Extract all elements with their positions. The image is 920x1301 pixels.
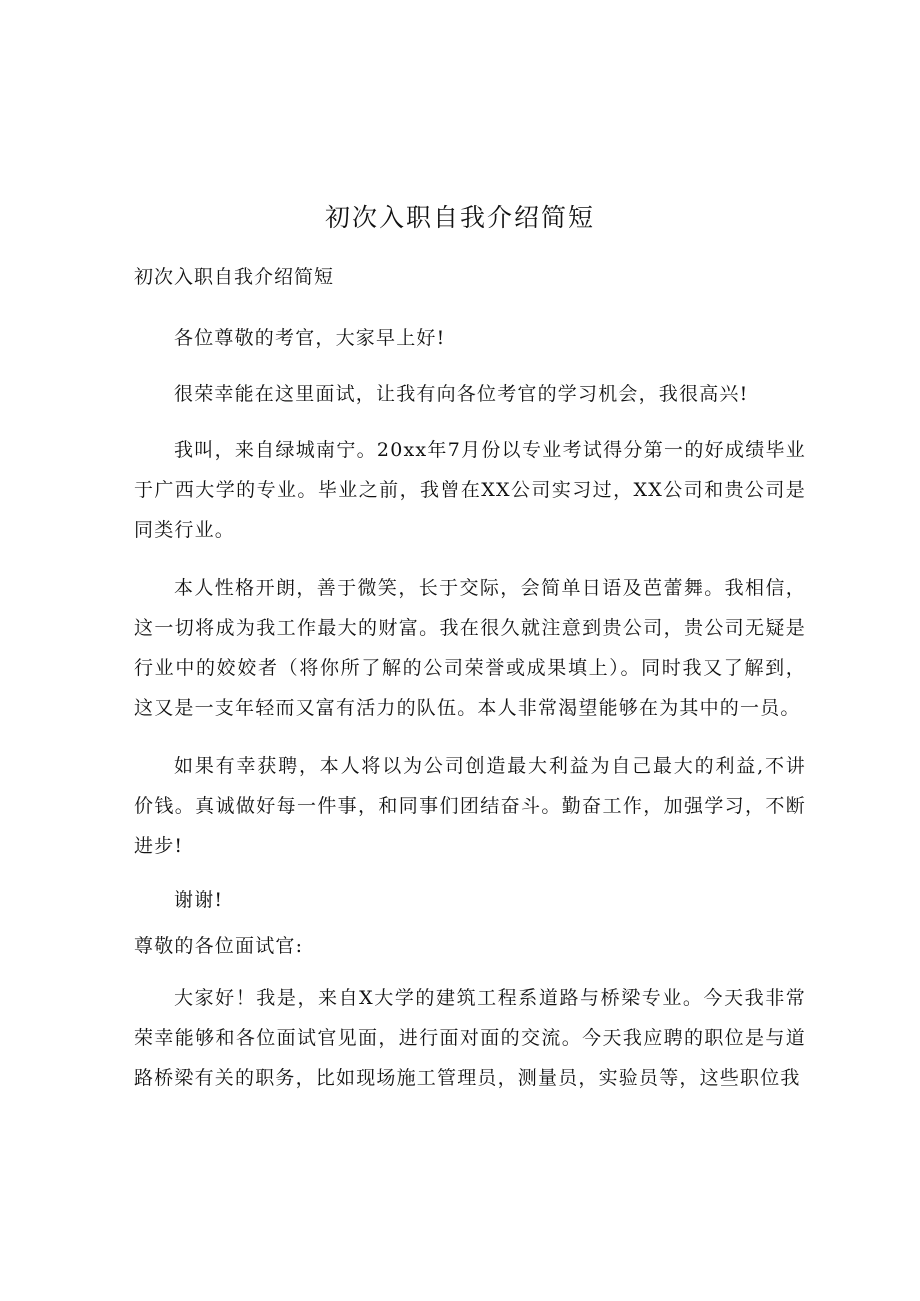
paragraph-character: 本人性格开朗，善于微笑，长于交际，会简单日语及芭蕾舞。我相信，这一切将成为我工作最大的财富。我在很久就注意到贵公司，贵公司无疑是行业中的姣姣者（将你所了解的公司荣誉或成果填上）。同时我又了解到，这又是一支年轻而又富有活力的队伍。本人非常渴望能够在为其中的一员。 <box>134 577 806 719</box>
document-body <box>134 318 806 1098</box>
paragraph-thanks: 谢谢! <box>174 889 224 911</box>
paragraph-hire: 如果有幸获聘，本人将以为公司创造最大利益为自己最大的利益,不讲价钱。真诚做好每一件事，和同事们团结奋斗。勤奋工作，加强学习，不断进步! <box>134 755 806 857</box>
paragraph-honor: 很荣幸能在这里面试，让我有向各位考官的学习机会，我很高兴! <box>174 383 749 405</box>
paragraph-greeting: 各位尊敬的考官，大家早上好! <box>174 327 446 349</box>
document-subtitle: 初次入职自我介绍简短 <box>134 266 335 288</box>
paragraph-intro: 我叫，来自绿城南宁。20xx年7月份以专业考试得分第一的好成绩毕业于广西大学的专业。毕业之前，我曾在XX公司实习过，XX公司和贵公司是同类行业。 <box>134 439 806 541</box>
document-title: 初次入职自我介绍简短 <box>324 203 595 232</box>
paragraph-second-intro: 大家好！我是，来自X大学的建筑工程系道路与桥梁专业。今天我非常荣幸能够和各位面试官见面，进行面对面的交流。今天我应聘的职位是与道路桥梁有关的职务，比如现场施工管理员，测量员，实验员等，这些职位我 <box>134 987 806 1089</box>
paragraph-salutation: 尊敬的各位面试官: <box>134 935 304 957</box>
